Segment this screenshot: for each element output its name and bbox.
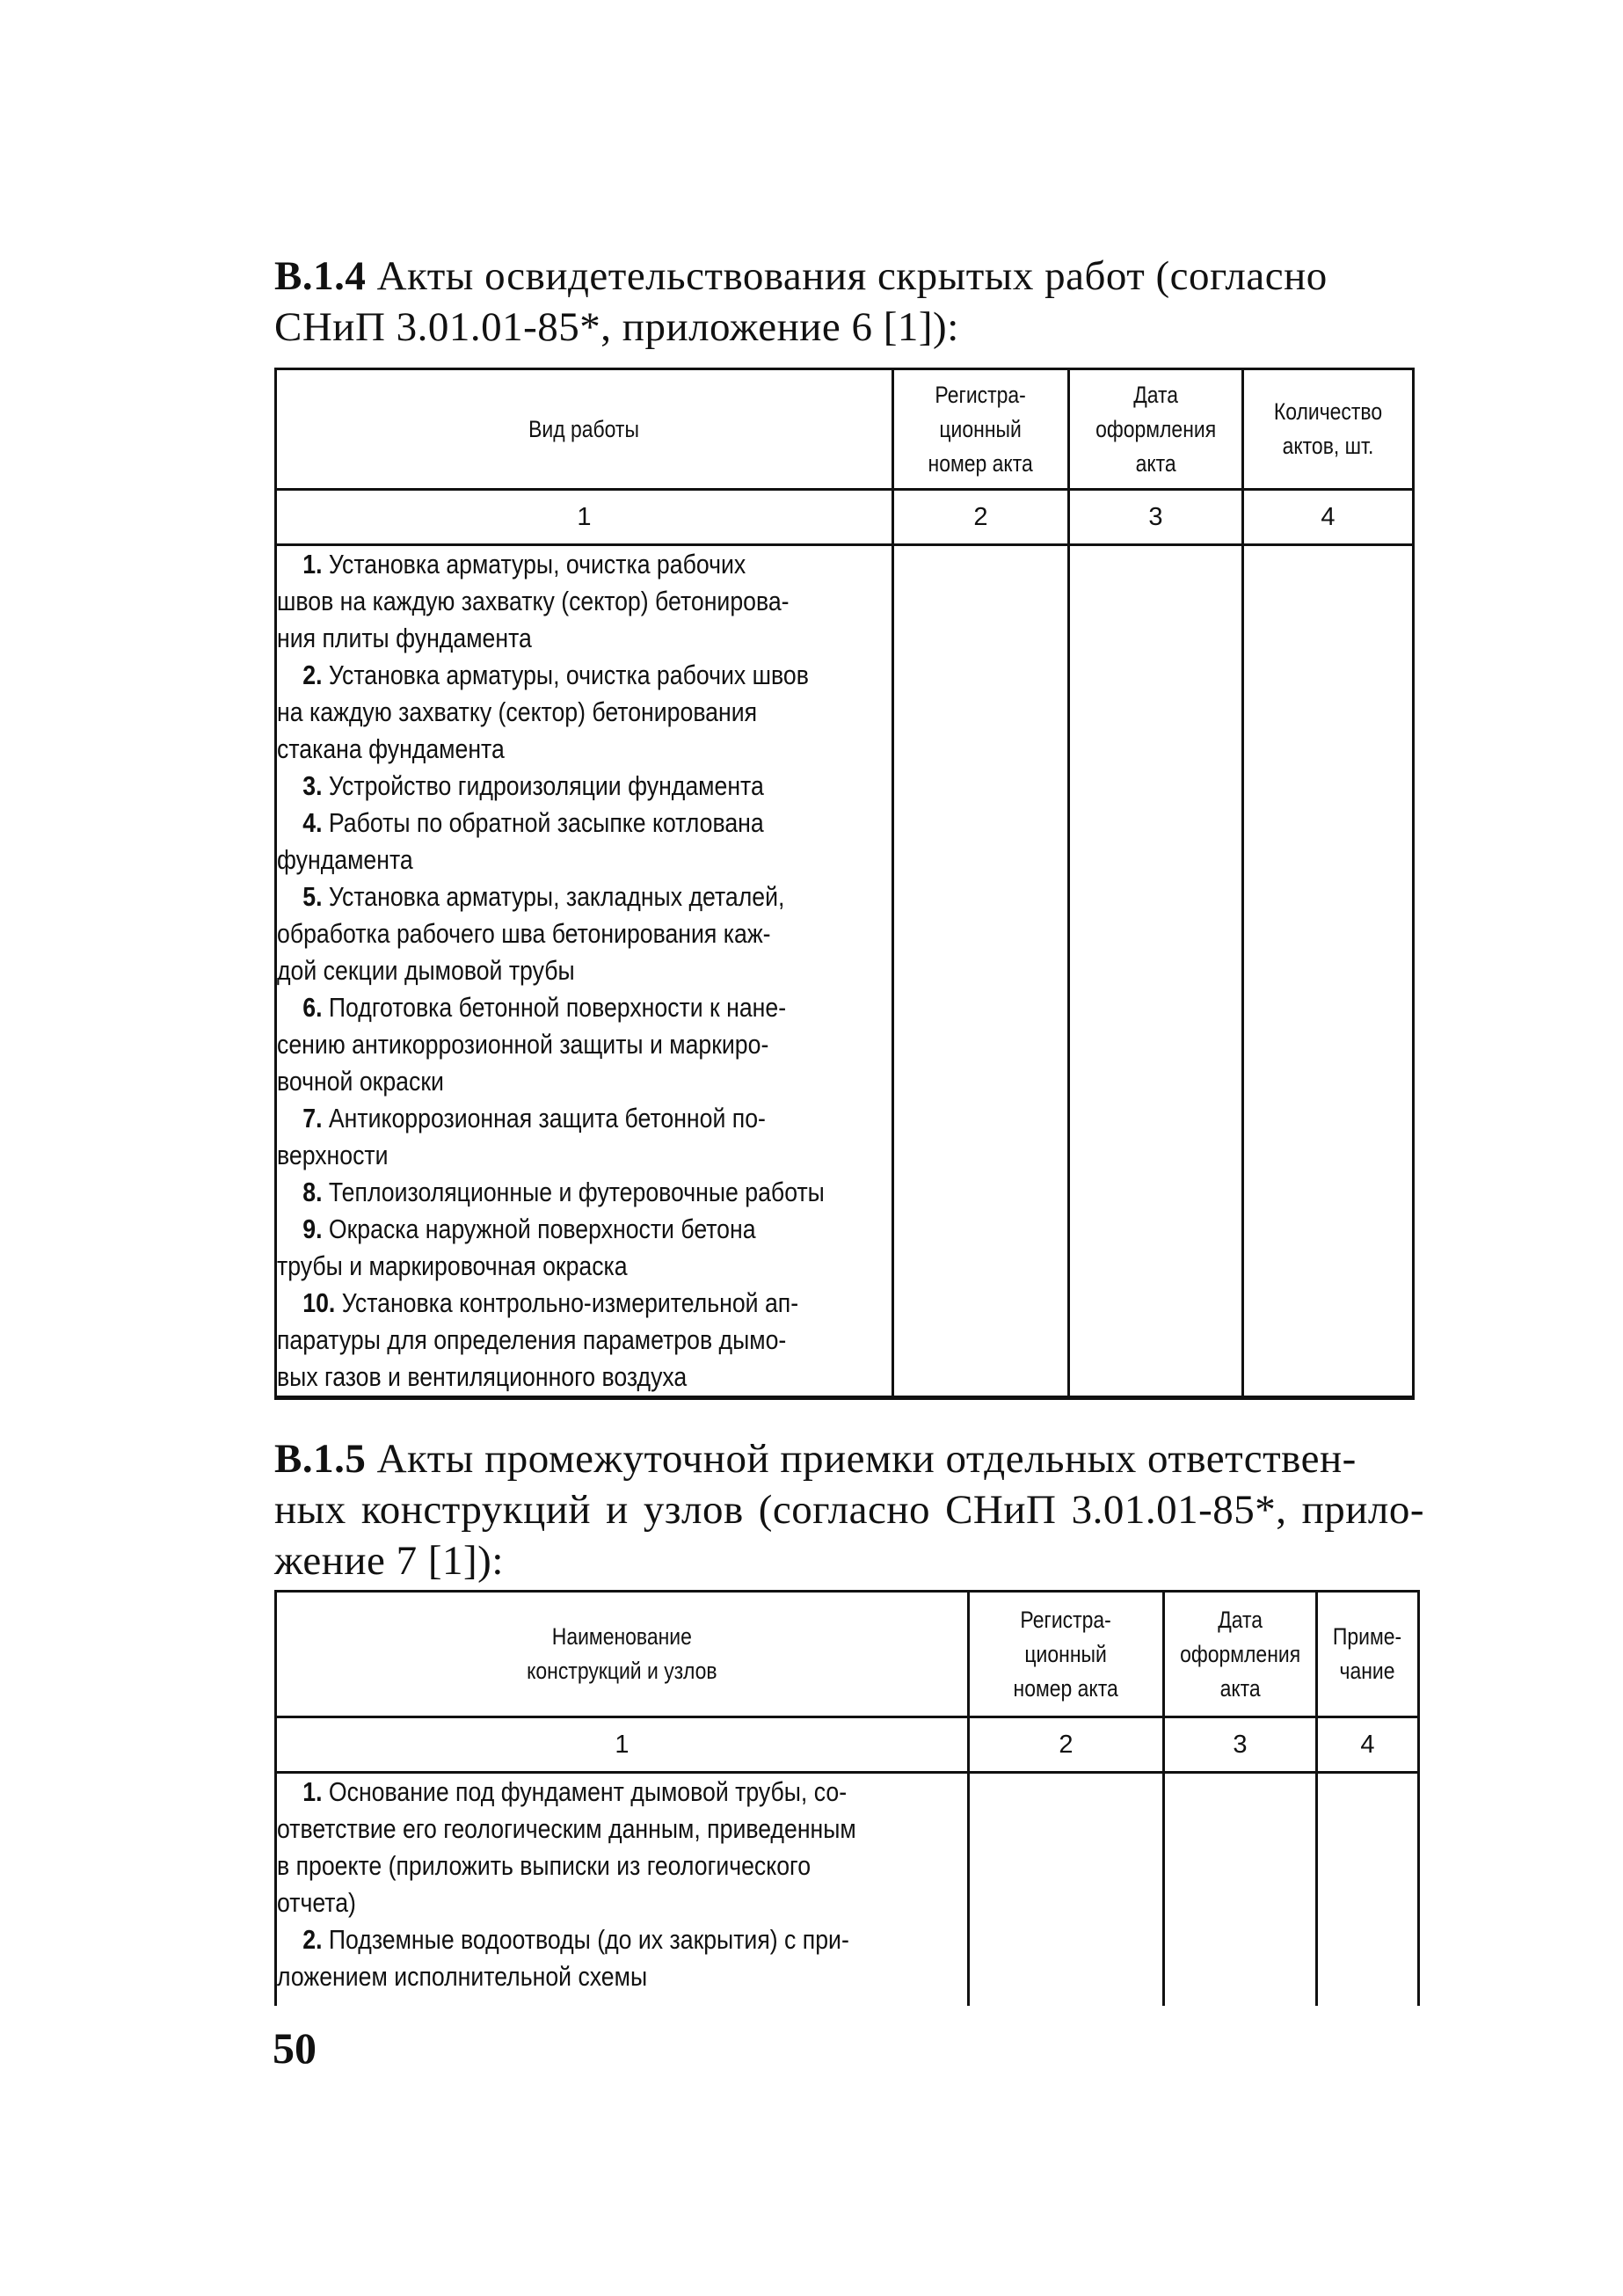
list-item-text: ния плиты фундамента [277,623,532,653]
list-item-continuation [277,731,890,768]
section-b15-heading [274,1433,1424,1586]
list-item-continuation [277,1026,890,1063]
header-registration-number: Регистра- ционный номер акта [893,369,1069,490]
column-number-row [276,1717,1419,1773]
header-structures-name: Наименование конструкций и узлов [276,1592,969,1717]
list-item-continuation [277,1322,890,1359]
list-item-continuation [277,842,890,878]
list-item-text: Установка арматуры, закладных деталей, [328,881,785,912]
list-item [277,989,890,1026]
list-item [277,805,890,842]
list-item-number: 1. [302,1776,323,1807]
header-issue-date: Дата оформления акта [1164,1592,1317,1717]
list-item-text: на каждую захватку (сектор) бетонирования [277,696,758,727]
list-item [277,1100,890,1137]
list-item-continuation [277,1884,965,1921]
column-number: 1 [276,490,893,545]
column-number-row [276,490,1414,545]
list-item-text: Установка арматуры, очистка рабочих [328,549,746,579]
list-item-text: Устройство гидроизоляции фундамента [328,770,764,801]
list-item-text: вочной окраски [277,1066,444,1097]
header-issue-date: Дата оформления акта [1069,369,1243,490]
list-item-continuation [277,1958,965,1995]
list-item-number: 7. [302,1103,323,1133]
table-row [276,545,1414,1398]
acts-quantity-cell [1243,545,1414,1398]
list-item [277,878,890,915]
list-item-text: ложением исполнительной схемы [277,1961,648,1992]
section-b15-title-line2: ных конструкций и узлов (согласно СНиП 3.01.01-85*, прило- [274,1487,1424,1533]
header-work-type: Вид работы [276,369,893,490]
issue-date-cell [1164,1773,1317,2007]
list-item-text: в проекте (приложить выписки из геологического [277,1850,812,1881]
section-b14-heading [274,251,1424,353]
table-header-row [276,369,1414,490]
list-item-text: Подземные водоотводы (до их закрытия) с при- [328,1924,849,1955]
issue-date-cell [1069,545,1243,1398]
hidden-works-acts-table [274,368,1415,1400]
list-item-continuation [277,952,890,989]
registration-number-cell [893,545,1069,1398]
section-b15-title-line3: жение 7 [1]): [274,1538,504,1584]
list-item [277,768,890,805]
list-item-text: Основание под фундамент дымовой трубы, со- [328,1776,848,1807]
list-item-text: трубы и маркировочная окраска [277,1250,628,1281]
list-item-number: 4. [302,807,323,838]
header-note: Приме- чание [1317,1592,1419,1717]
page-number: 50 [273,2023,317,2073]
list-item-text: Подготовка бетонной поверхности к нане- [328,992,787,1023]
work-type-list [276,545,893,1398]
list-item-number: 1. [302,549,323,579]
list-item-text: сению антикоррозионной защиты и маркиро- [277,1029,769,1060]
list-item-text: Работы по обратной засыпке котлована [328,807,764,838]
list-item [277,1921,965,1958]
list-item-text: фундамента [277,844,413,875]
list-item-continuation [277,1848,965,1884]
column-number: 3 [1164,1717,1317,1773]
list-item-number: 5. [302,881,323,912]
list-item-continuation [277,915,890,952]
list-item-text: ответствие его геологическим данным, приведенным [277,1813,856,1844]
list-item-number: 2. [302,660,323,690]
header-registration-number: Регистра- ционный номер акта [969,1592,1164,1717]
list-item-text: отчета) [277,1887,356,1918]
list-item-continuation [277,1063,890,1100]
list-item-number: 8. [302,1177,323,1207]
list-item-continuation [277,1811,965,1848]
section-b15-number: В.1.5 [274,1436,367,1482]
column-number: 2 [969,1717,1164,1773]
list-item [277,1211,890,1248]
list-item-number: 3. [302,770,323,801]
list-item [277,546,890,583]
structures-list [276,1773,969,2007]
list-item-text: Антикоррозионная защита бетонной по- [328,1103,766,1133]
list-item-text: верхности [277,1140,389,1170]
list-item-text: Окраска наружной поверхности бетона [328,1214,756,1244]
section-b14-title-line1: Акты освидетельствования скрытых работ (согласно [366,253,1328,299]
column-number: 3 [1069,490,1243,545]
list-item-continuation [277,583,890,620]
column-number: 1 [276,1717,969,1773]
list-item-number: 10. [302,1287,336,1318]
list-item [277,1174,890,1211]
section-b14-title-line2: СНиП 3.01.01-85*, приложение 6 [1]): [274,304,959,350]
table-row [276,1773,1419,2007]
list-item-text: дой секции дымовой трубы [277,955,575,986]
list-item-continuation [277,1137,890,1174]
list-item-continuation [277,620,890,657]
list-item-text: Установка контрольно-измерительной ап- [341,1287,799,1318]
column-number: 4 [1317,1717,1419,1773]
list-item-continuation [277,1248,890,1285]
list-item-continuation [277,694,890,731]
list-item-text: обработка рабочего шва бетонирования каж- [277,918,771,949]
list-item [277,1774,965,1811]
header-acts-quantity: Количество актов, шт. [1243,369,1414,490]
section-b14-number: В.1.4 [274,253,367,299]
list-item-text: вых газов и вентиляционного воздуха [277,1361,688,1392]
section-b15-title-line1: Акты промежуточной приемки отдельных ответствен- [366,1436,1357,1482]
list-item-number: 2. [302,1924,323,1955]
list-item-continuation [277,1359,890,1396]
column-number: 2 [893,490,1069,545]
list-item-text: швов на каждую захватку (сектор) бетонирова- [277,586,790,616]
intermediate-acceptance-table [274,1590,1420,2006]
list-item-number: 6. [302,992,323,1023]
list-item-text: Установка арматуры, очистка рабочих швов [328,660,809,690]
column-number: 4 [1243,490,1414,545]
registration-number-cell [969,1773,1164,2007]
list-item-text: стакана фундамента [277,733,505,764]
list-item-text: Теплоизоляционные и футеровочные работы [328,1177,825,1207]
list-item-number: 9. [302,1214,323,1244]
note-cell [1317,1773,1419,2007]
table-header-row [276,1592,1419,1717]
list-item [277,1285,890,1322]
list-item-text: паратуры для определения параметров дымо- [277,1324,787,1355]
list-item [277,657,890,694]
